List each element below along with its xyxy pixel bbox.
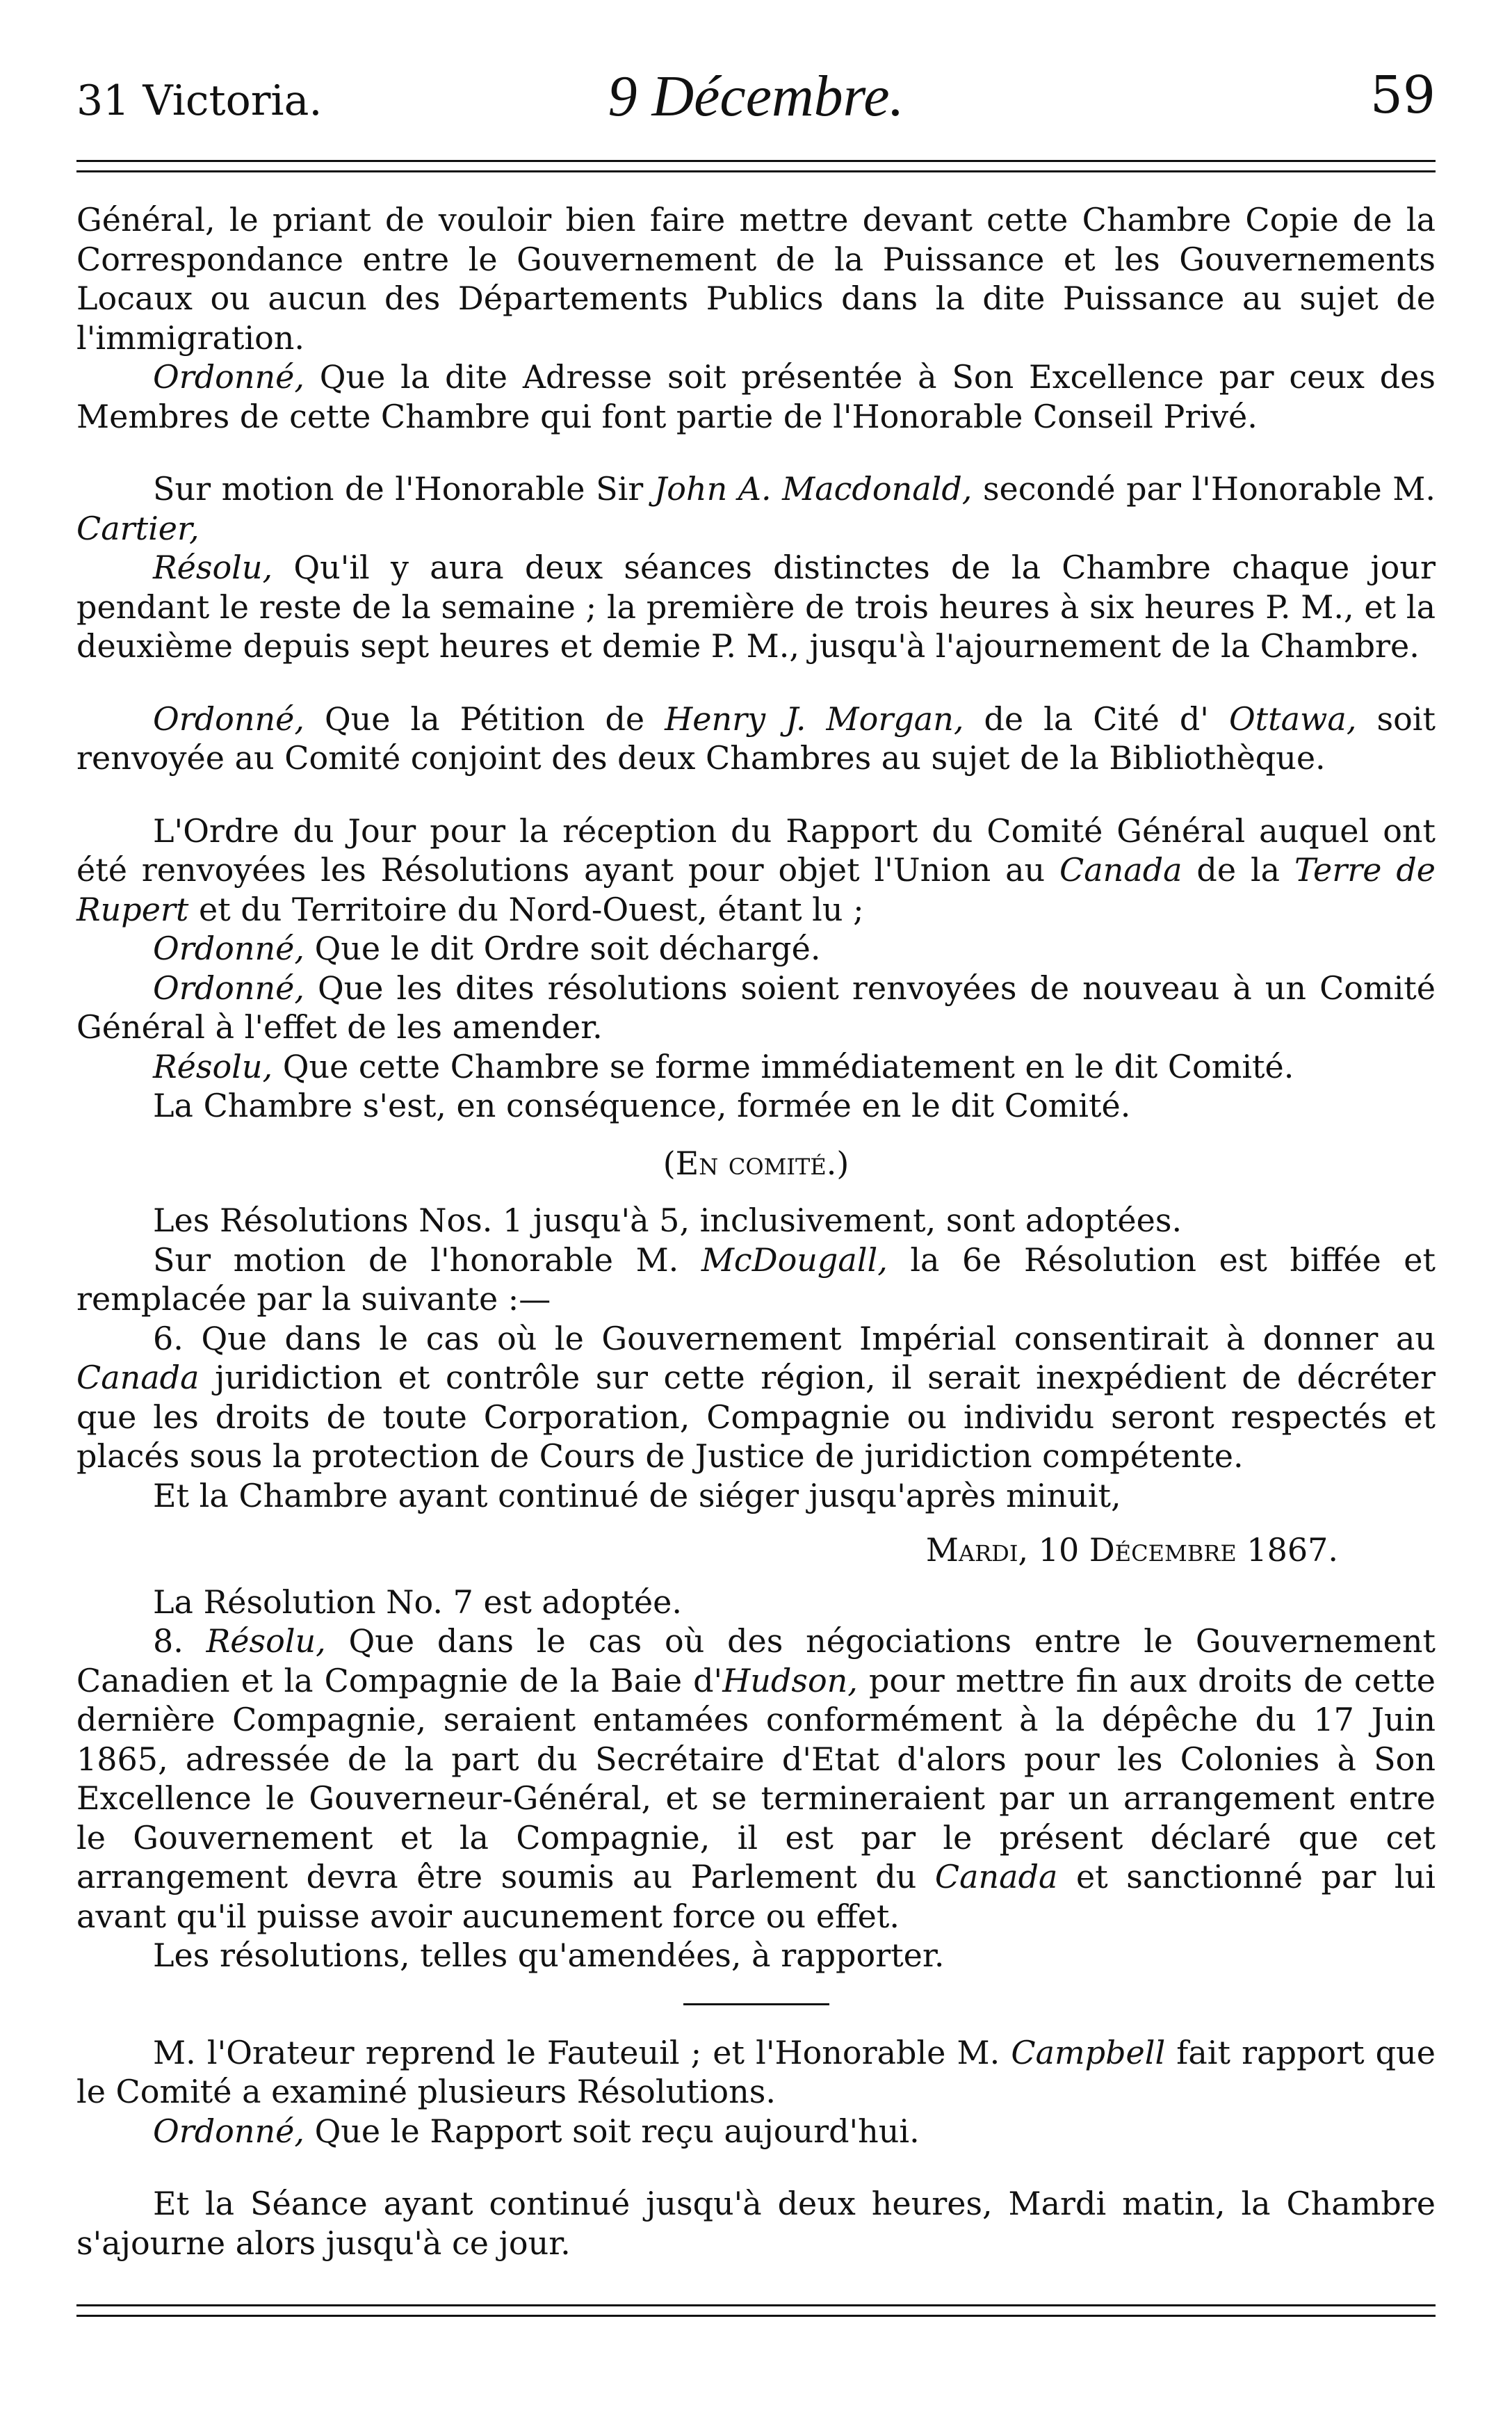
paragraph: Les résolutions, telles qu'amendées, à rapporter. [153, 1936, 945, 1974]
paragraph: Sur motion de l'Honorable Sir John A. Macdonald, secondé par l'Honorable M. Cartier, [76, 470, 1436, 547]
paragraph: Et la Chambre ayant continué de siéger jusqu'après minuit, [153, 1476, 1121, 1514]
journal-body [76, 200, 1436, 2263]
en-comite-heading: (En comité.) [662, 1144, 850, 1182]
date-line: Mardi, 10 Décembre 1867. [925, 1531, 1338, 1569]
page-number: 59 [1369, 65, 1436, 125]
paragraph: Général, le priant de vouloir bien faire mettre devant cette Chambre Copie de la Correspondance entre le Gouvernement de la Puissance et les Gouvernements Locaux ou aucun des Départements Publics dans la dite Puissance au sujet de l'immigration. [76, 201, 1436, 357]
paragraph: Ordonné, Que la Pétition de Henry J. Morgan, de la Cité d' Ottawa, soit renvoyée au Comité conjoint des deux Chambres au sujet de la Bibliothèque. [76, 700, 1436, 777]
paragraph: Résolu, Qu'il y aura deux séances distinctes de la Chambre chaque jour pendant le reste de la semaine ; la première de trois heures à six heures P. M., et la deuxième depuis sept heures et demie P. M., jusqu'à l'ajournement de la Chambre. [76, 549, 1436, 665]
paragraph: Ordonné, Que la dite Adresse soit présentée à Son Excellence par ceux des Membres de cette Chambre qui font partie de l'Honorable Conseil Privé. [76, 358, 1436, 435]
paragraph: L'Ordre du Jour pour la réception du Rapport du Comité Général auquel ont été renvoyées les Résolutions ayant pour objet l'Union au Canada de la Terre de Rupert et du Territoire du Nord-Ouest, étant lu ; [76, 811, 1436, 928]
paragraph: Ordonné, Que les dites résolutions soient renvoyées de nouveau à un Comité Général à l'effet de les amender. [76, 969, 1436, 1046]
header-date: 9 Décembre. [608, 64, 904, 129]
page-header [76, 49, 1436, 132]
paragraph: Ordonné, Que le dit Ordre soit déchargé. [153, 930, 821, 967]
paragraph: M. l'Orateur reprend le Fauteuil ; et l'Honorable M. Campbell fait rapport que le Comité a examiné plusieurs Résolutions. [76, 2033, 1436, 2110]
paragraph: Sur motion de l'honorable M. McDougall, la 6e Résolution est biffée et remplacée par la suivante :— [76, 1240, 1436, 1318]
paragraph: La Chambre s'est, en conséquence, formée en le dit Comité. [153, 1087, 1131, 1124]
paragraph: 6. Que dans le cas où le Gouvernement Impérial consentirait à donner au Canada juridiction et contrôle sur cette région, il serait inexpédient de décréter que les droits de toute Corporation, Compagnie ou individu seront respectés et placés sous la protection de Cours de Justice de juridiction compétente. [76, 1319, 1436, 1475]
footer-rule [76, 2304, 1436, 2317]
page [76, 49, 1436, 2345]
header-session: 31 Victoria. [76, 76, 323, 125]
paragraph: Résolu, Que cette Chambre se forme immédiatement en le dit Comité. [153, 1047, 1294, 1085]
paragraph: Ordonné, Que le Rapport soit reçu aujourd'hui. [153, 2112, 920, 2150]
paragraph: Les Résolutions Nos. 1 jusqu'à 5, inclusivement, sont adoptées. [153, 1202, 1182, 1239]
paragraph: 8. Résolu, Que dans le cas où des négociations entre le Gouvernement Canadien et la Compagnie de la Baie d'Hudson, pour mettre fin aux droits de cette dernière Compagnie, seraient entamées conformément à la dépêche du 17 Juin 1865, adressée de la part du Secrétaire d'Etat d'alors pour les Colonies à Son Excellence le Gouverneur-Général, et se termineraient par un arrangement entre le Gouvernement et la Compagnie, il est par le présent déclaré que cet arrangement devra être soumis au Parlement du Canada et sanctionné par lui avant qu'il puisse avoir aucunement force ou effet. [76, 1622, 1436, 1935]
paragraph: Et la Séance ayant continué jusqu'à deux heures, Mardi matin, la Chambre s'ajourne alors jusqu'à ce jour. [76, 2185, 1436, 2262]
section-divider [683, 2003, 829, 2005]
paragraph: La Résolution No. 7 est adoptée. [153, 1583, 682, 1621]
header-rule [76, 160, 1436, 172]
